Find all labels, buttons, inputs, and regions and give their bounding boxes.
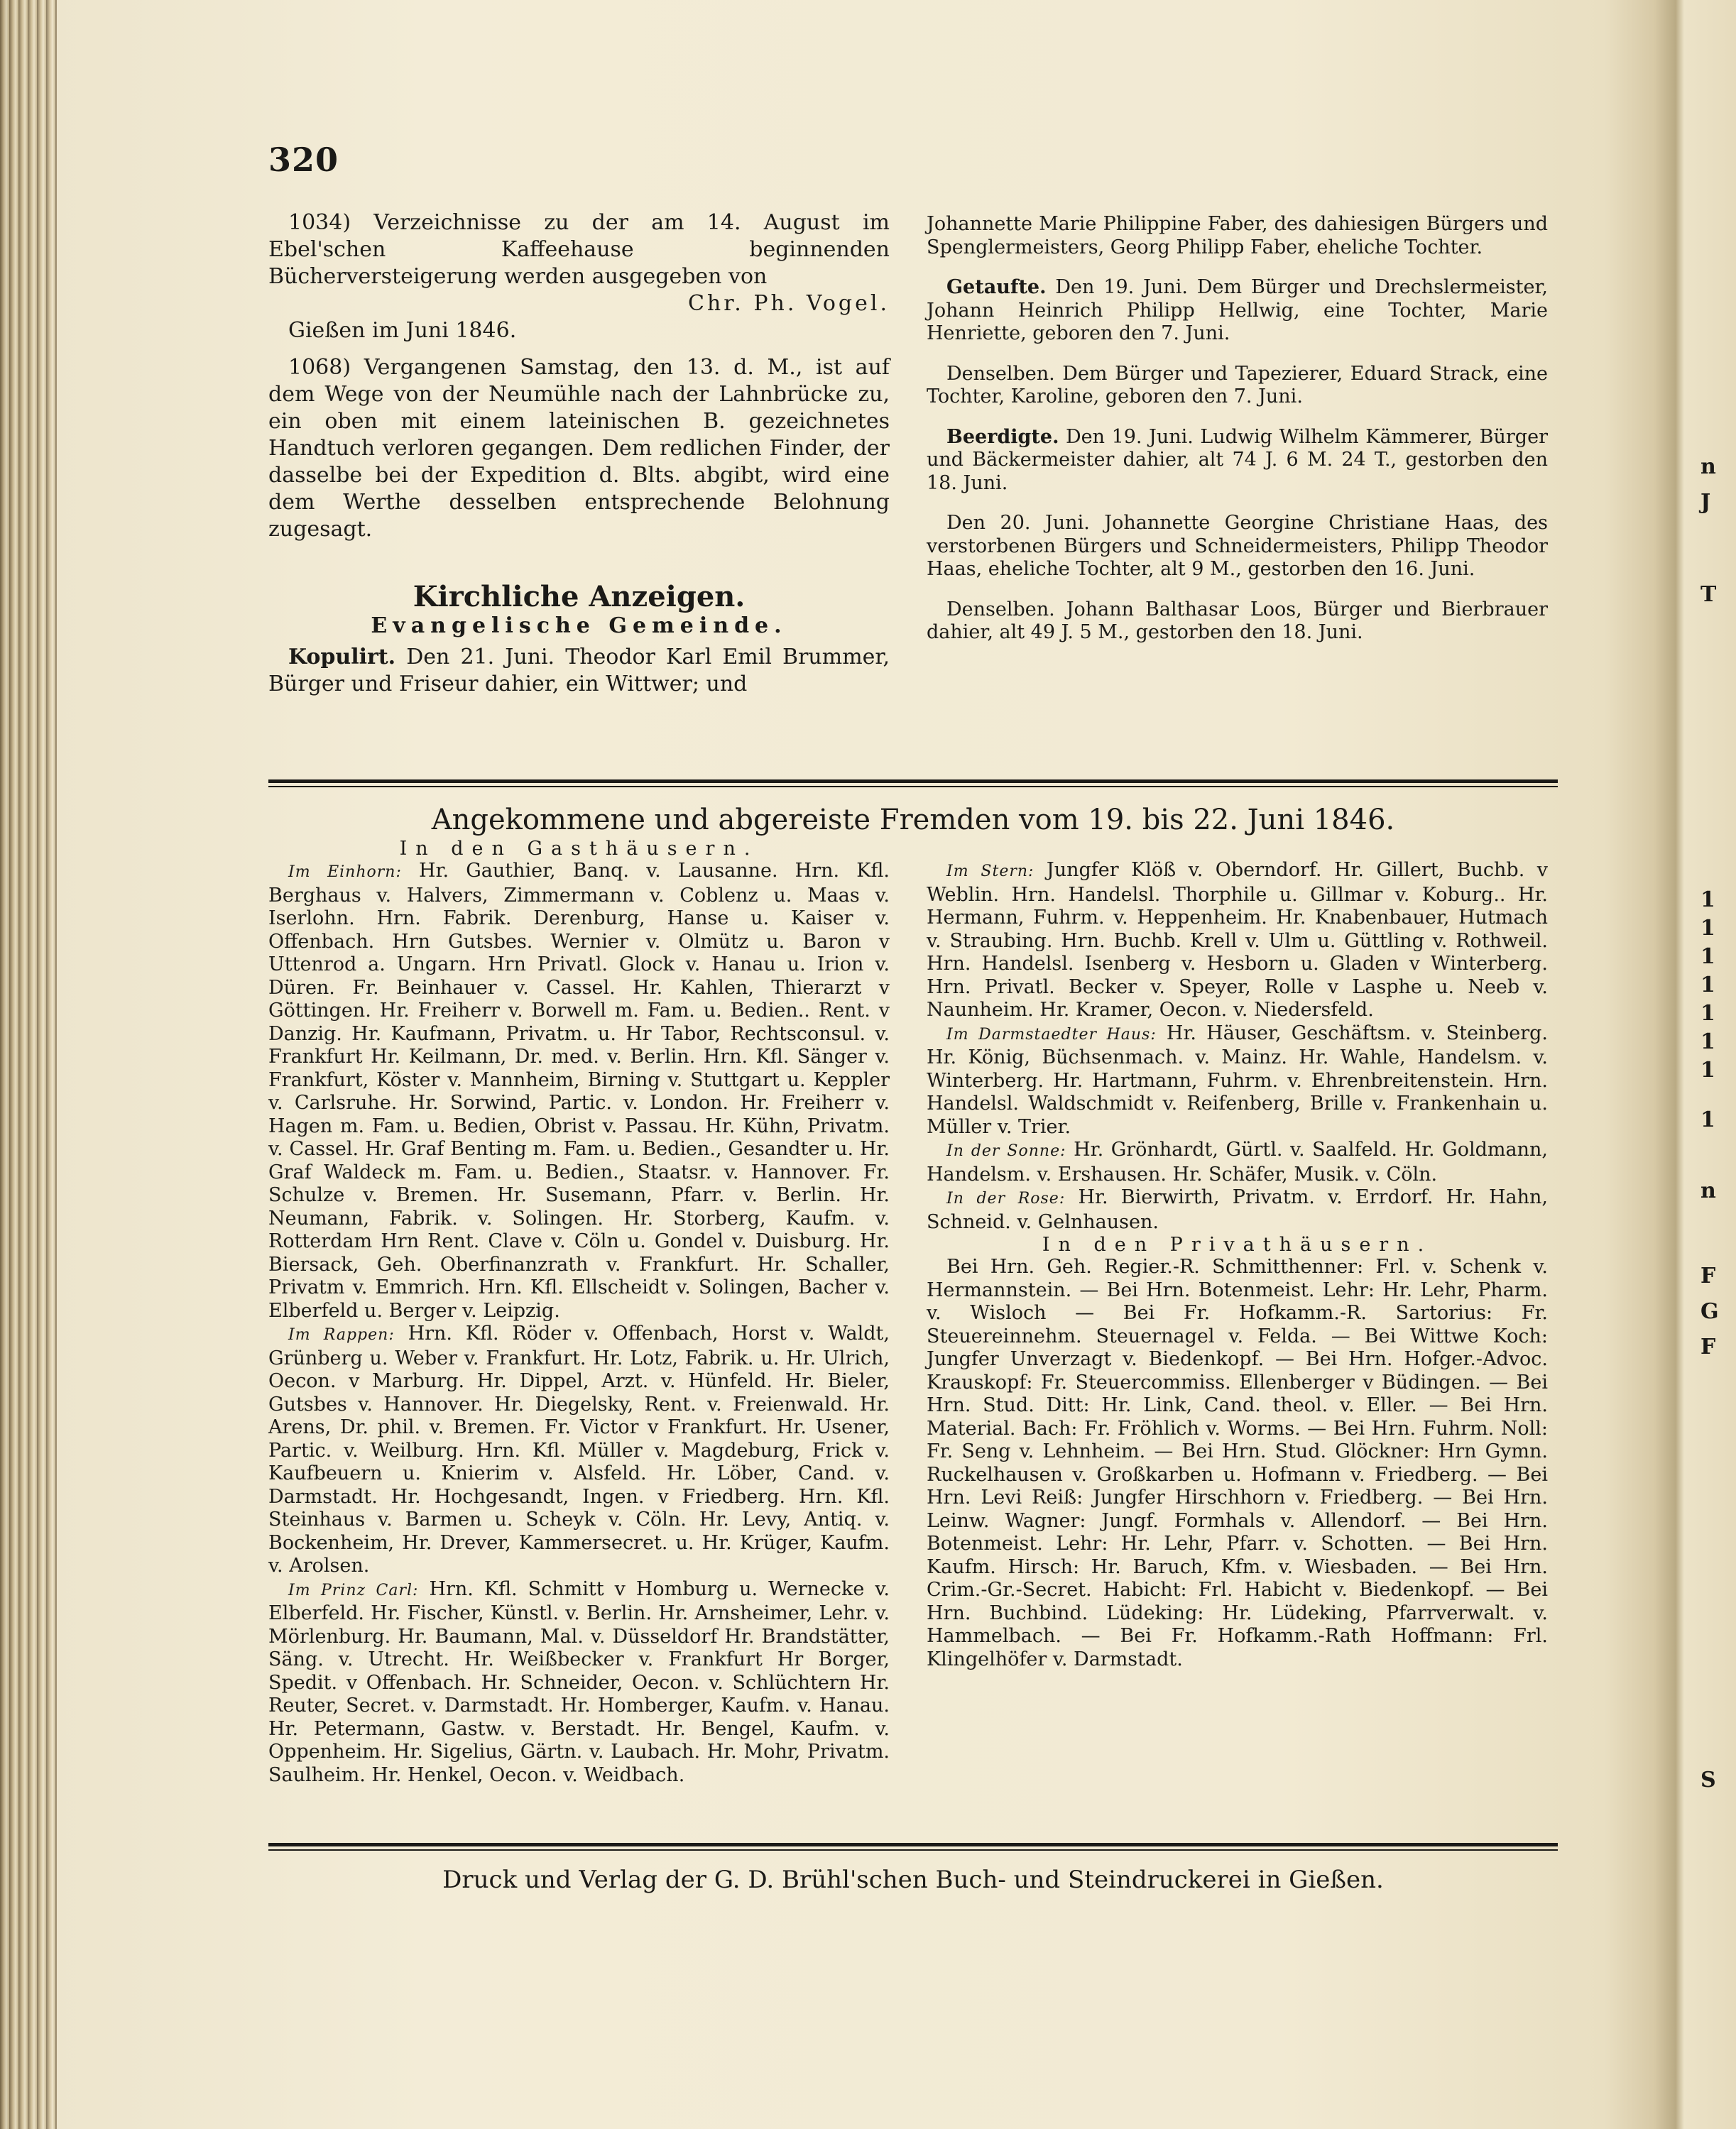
beerdigte-den-20: Den 20. Juni. Johannette Georgine Christiane Haas, des verstorbenen Bürgers und Schneidermeisters, Philipp Theodor Haas, eheliche Tochter, alt 9 M., gestorben den 16. Juni. [927,512,1548,580]
church-subheading: Evangelische Gemeinde. [371,613,787,638]
sonne-label: In der Sonne: [946,1142,1066,1160]
next-page-fragment: 1 [1700,944,1715,969]
rappen-entry [268,1323,890,1578]
section-rule-top-thin [268,786,1558,787]
beerdigte-denselben: Denselben. Johann Balthasar Loos, Bürger und Bierbrauer dahier, alt 49 J. 5 M., gestorben den 18. Juni. [927,598,1548,643]
sub-gasthaeuser: In den Gasthäusern. [399,838,759,860]
next-page-fragment: 1 [1700,973,1715,997]
prinz-carl-label: Im Prinz Carl: [288,1581,419,1599]
rose-text: Hr. Bierwirth, Privatm. v. Errdorf. Hr. Hahn, Schneid. v. Gelnhausen. [927,1186,1548,1233]
fremden-title: Angekommene und abgereiste Fremden vom 19. bis 22. Juni 1846. [431,804,1395,836]
next-page-fragment: S [1700,1768,1716,1793]
beerdigte-entry [927,426,1548,496]
kopulirt-entry [268,644,890,698]
darmstaedter-text: Hr. Häuser, Geschäftsm. v. Steinberg. Hr. König, Büchsenmach. v. Mainz. Hr. Wahle, Handelsm. v. Winterberg. Hr. Hartmann, Fuhrm. v. Ehrenbreitenstein. Hrn. Handelsl. Waldschmidt v. Reifenberg, Brille v. Frankenhain u. Müller v. Trier. [927,1022,1548,1138]
next-page-fragment: 1 [1700,1029,1715,1054]
kopulirt-text: Den 21. Juni. Theodor Karl Emil Brummer, Bürger und Friseur dahier, ein Wittwer; und [268,645,890,696]
next-page-fragment: n [1700,1178,1716,1203]
right-top-column [927,213,1548,645]
einhorn-label: Im Einhorn: [288,863,402,881]
next-page-fragment: F [1700,1264,1716,1288]
next-page-fragment: T [1700,582,1717,607]
notice-1034-place: Gießen im Juni 1846. [288,318,517,343]
darmstaedter-label: Im Darmstaedter Haus: [946,1025,1157,1044]
notice-1034-signature: Chr. Ph. Vogel. [687,291,890,316]
next-page-fragment: n [1700,454,1716,479]
stern-entry [927,859,1548,1022]
notice-1068: 1068) Vergangenen Samstag, den 13. d. M., ist auf dem Wege von der Neumühle nach der Lahnbrücke zu, ein oben mit einem lateinischen B. gezeichnetes Handtuch verloren gegangen. Dem redlichen Finder, der dasselbe bei der Expedition d. Blts. abgibt, wird eine dem Werthe desselben entsprechende Belohnung zugesagt. [268,355,890,542]
fremden-left-column [268,838,890,1787]
einhorn-text: Hr. Gauthier, Banq. v. Lausanne. Hrn. Kfl. Berghaus v. Halvers, Zimmermann v. Coblenz u. Maas v. Iserlohn. Hrn. Fabrik. Derenburg, Hanse u. Kaiser v. Offenbach. Hrn Gutsbes. Wernier v. Olmütz u. Baron v Uttenrod a. Ungarn. Hrn Privatl. Glock v. Hanau u. Irion v. Düren. Fr. Beinhauer v. Cassel. Hr. Kahlen, Thierarzt v Göttingen. Hr. Freiherr v. Borwell m. Fam. u. Bedien.. Rent. v Danzig. Hr. Kaufmann, Privatm. u. Hr Tabor, Rechtsconsul. v. Frankfurt Hr. Keilmann, Dr. med. v. Berlin. Hrn. Kfl. Sänger v. Frankfurt, Köster v. Mannheim, Birning v. Stuttgart u. Keppler v. Carlsruhe. Hr. Sorwind, Partic. v. London. Hr. Freiherr v. Hagen m. Fam. u. Bedien, Obrist v. Passau. Hr. Kühn, Privatm. v. Cassel. Hr. Graf Benting m. Fam. u. Bedien., Gesandter u. Hr. Graf Waldeck m. Fam. u. Bedien., Staatsr. v. Hannover. Fr. Schulze v. Bremen. Hr. Susemann, Pfarr. v. Berlin. Hr. Neumann, Fabrik. v. Solingen. Hr. Storberg, Kaufm. v. Rotterdam Hrn Rent. Clave v. Cöln u. Gondel v. Duisburg. Hr. Biersack, Geh. Oberfinanzrath v. Frankfurt. Hr. Schaller, Privatm v. Emmrich. Hrn. Kfl. Ellscheidt v. Solingen, Bacher v. Elberfeld u. Berger v. Leipzig. [268,860,890,1322]
privathaeuser-text: Bei Hrn. Geh. Regier.-R. Schmitthenner: Frl. v. Schenk v. Hermannstein. — Bei Hrn. Botenmeist. Lehr: Hr. Lehr, Pharm. v. Wisloch — Bei Fr. Hofkamm.-R. Sartorius: Fr. Steuereinnehm. Steuernagel v. Felda. — Bei Wittwe Koch: Jungfer Unverzagt v. Biedenkopf. — Bei Hrn. Hofger.-Advoc. Krauskopf: Fr. Steuercommiss. Ellenberger v Büdingen. — Bei Hrn. Stud. Ditt: Hr. Link, Cand. theol. v. Eller. — Bei Hrn. Material. Bach: Fr. Fröhlich v. Worms. — Bei Hrn. Fuhrm. Noll: Fr. Seng v. Lehnheim. — Bei Hrn. Stud. Glöckner: Hrn Gymn. Ruckelhausen v. Großkarben u. Hofmann v. Friedberg. — Bei Hrn. Levi Reiß: Jungfer Hirschhorn v. Friedberg. — Bei Hrn. Leinw. Wagner: Jungf. Formhals v. Allendorf. — Bei Hrn. Botenmeist. Lehr: Hr. Lehr, Pfarr. v. Schotten. — Bei Hrn. Kaufm. Hirsch: Hr. Baruch, Kfm. v. Wiesbaden. — Bei Hrn. Crim.-Gr.-Secret. Habicht: Frl. Habicht v. Biedenkopf. — Bei Hrn. Buchbind. Lüdeking: Hr. Lüdeking, Pfarrverwalt. v. Hammelbach. — Bei Fr. Hofkamm.-Rath Hoffmann: Frl. Klingelhöfer v. Darmstadt. [927,1256,1548,1670]
sonne-entry [927,1139,1548,1186]
footer-rule-thick [268,1843,1558,1846]
beerdigte-text: Den 19. Juni. Ludwig Wilhelm Kämmerer, Bürger und Bäckermeister dahier, alt 74 J. 6 M. 24 T., gestorben den 18. Juni. [927,425,1548,494]
next-page-fragment: J [1700,490,1711,515]
footer-rule-thin [268,1849,1558,1851]
kopulirt-label: Kopulirt. [288,645,396,669]
section-rule-top [268,779,1558,783]
darmstaedter-entry [927,1022,1548,1139]
left-top-column [268,209,890,698]
rappen-text: Hrn. Kfl. Röder v. Offenbach, Horst v. Waldt, Grünberg u. Weber v. Frankfurt. Hr. Lotz, Fabrik. u. Hr. Ulrich, Oecon. v Marburg. Hr. Dippel, Arzt. v. Hünfeld. Hr. Bieler, Gutsbes v. Hannover. Hr. Diegelsky, Rent. v. Freienwald. Hr. Arens, Dr. phil. v. Bremen. Fr. Victor v Frankfurt. Hr. Usener, Partic. v. Weilburg. Hrn. Kfl. Müller v. Magdeburg, Frick v. Kaufbeuern u. Knierim v. Alsfeld. Hr. Löber, Cand. v. Darmstadt. Hr. Hochgesandt, Ingen. v Friedberg. Hrn. Kfl. Steinhaus v. Barmen u. Scheyk v. Cöln. Hr. Levy, Antiq. v. Bockenheim, Hr. Drever, Kammersecret. u. Hr. Krüger, Kaufm. v. Arolsen. [268,1323,890,1577]
next-page-fragment: 1 [1700,887,1715,912]
einhorn-entry [268,860,890,1323]
rappen-label: Im Rappen: [288,1326,395,1344]
getaufte-denselben: Denselben. Dem Bürger und Tapezierer, Eduard Strack, eine Tochter, Karoline, geboren den 7. Juni. [927,362,1548,407]
next-page-fragment: G [1700,1299,1719,1324]
getaufte-text: Den 19. Juni. Dem Bürger und Drechslermeister, Johann Heinrich Philipp Hellwig, eine Tochter, Marie Henriette, geboren den 7. Juni. [927,276,1548,344]
kopulirt-continuation: Johannette Marie Philippine Faber, des dahiesigen Bürgers und Spenglermeisters, Georg Philipp Faber, eheliche Tochter. [927,213,1548,258]
next-page-fragment: 1 [1700,1001,1715,1026]
prinz-carl-text: Hrn. Kfl. Schmitt v Homburg u. Wernecke v. Elberfeld. Hr. Fischer, Künstl. v. Berlin. Hr. Arnsheimer, Lehr. v. Mörlenburg. Hr. Baumann, Mal. v. Düsseldorf Hr. Brandstätter, Säng. v. Utrecht. Hr. Weißbecker v. Frankfurt Hr Borger, Spedit. v Offenbach. Hr. Schneider, Oecon. v. Schlüchtern Hr. Reuter, Secret. v. Darmstadt. Hr. Homberger, Kaufm. v. Hanau. Hr. Petermann, Gastw. v. Berstadt. Hr. Bengel, Kaufm. v. Oppenheim. Hr. Sigelius, Gärtn. v. Laubach. Hr. Mohr, Privatm. Saulheim. Hr. Henkel, Oecon. v. Weidbach. [268,1577,890,1786]
next-page-fragment: F [1700,1335,1716,1359]
notice-1034: 1034) Verzeichnisse zu der am 14. August im Ebel'schen Kaffeehause beginnenden Bücherversteigerung werden ausgegeben von [268,210,890,289]
beerdigte-label: Beerdigte. [946,425,1059,448]
next-page-fragment: 1 [1700,1107,1715,1132]
getaufte-label: Getaufte. [946,276,1047,298]
rose-entry [927,1186,1548,1234]
sonne-text: Hr. Grönhardt, Gürtl. v. Saalfeld. Hr. Goldmann, Handelsm. v. Ershausen. Hr. Schäfer, Musik. v. Cöln. [927,1139,1548,1186]
rose-label: In der Rose: [946,1190,1066,1208]
church-heading: Kirchliche Anzeigen. [413,580,746,613]
fremden-right-column [927,859,1548,1671]
stern-label: Im Stern: [946,863,1034,880]
getaufte-entry [927,276,1548,346]
imprint-footer: Druck und Verlag der G. D. Brühl'schen Buch- und Steindruckerei in Gießen. [442,1866,1384,1894]
stern-text: Jungfer Klöß v. Oberndorf. Hr. Gillert, Buchb. v Weblin. Hrn. Handelsl. Thorphile u. Gillmar v. Koburg.. Hr. Hermann, Fuhrm. v. Heppenheim. Hr. Knabenbauer, Hutmach v. Straubing. Hrn. Buchb. Krell v. Ulm u. Güttling v. Rothweil. Hrn. Handelsl. Isenberg v. Hesborn u. Gladen v Winterberg. Hrn. Privatl. Becker v. Speyer, Rolle v Lasphe u. Neeb v. Naunheim. Hr. Kramer, Oecon. v. Niedersfeld. [927,859,1549,1021]
next-page-fragment: 1 [1700,1058,1715,1083]
next-page-fragment: 1 [1700,916,1715,941]
sub-privathaeuser: In den Privathäusern. [1042,1234,1433,1256]
page-stack-edge [0,0,57,2129]
page-number: 320 [268,141,339,179]
prinz-carl-entry [268,1578,890,1788]
